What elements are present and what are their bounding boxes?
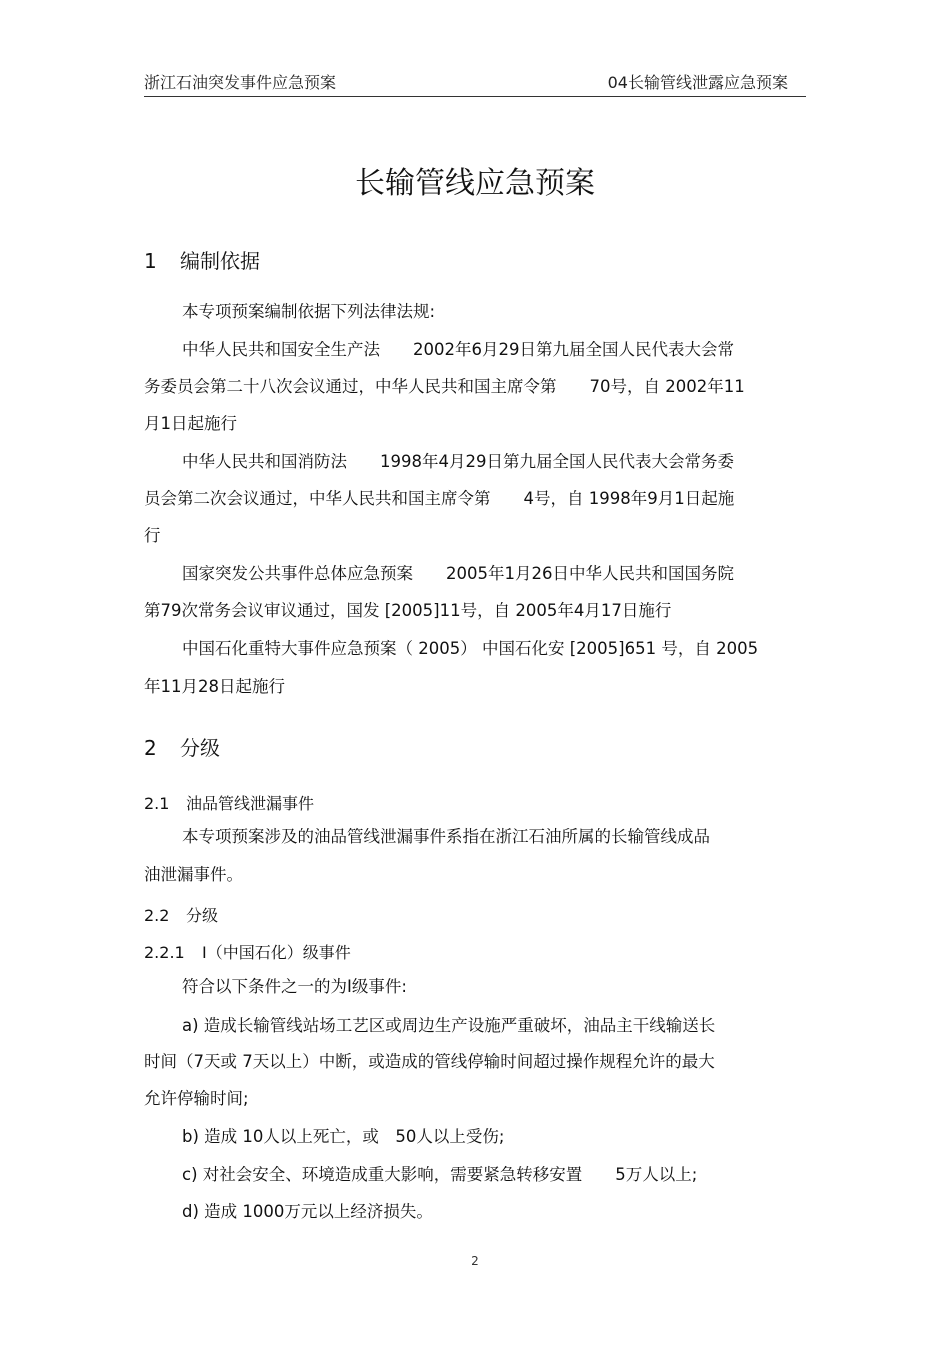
- subsection-title: 分级: [186, 906, 219, 925]
- paragraph-line: 油泄漏事件。: [144, 865, 243, 884]
- paragraph-line: 年11月28日起施行: [144, 677, 285, 696]
- paragraph-line: 中华人民共和国安全生产法 2002年6月29日第九届全国人民代表大会常: [182, 340, 734, 359]
- subsection-heading-2-2-1: [144, 940, 351, 963]
- section-heading-1: [144, 245, 260, 274]
- section-title: 分级: [180, 736, 220, 760]
- paragraph-line: 员会第二次会议通过，中华人民共和国主席令第 4号，自 1998年9月1日起施: [144, 489, 735, 508]
- paragraph-line: 中国石化重特大事件应急预案（ 2005） 中国石化安 [2005]651 号，自 2005: [182, 639, 759, 658]
- paragraph-line: 月1日起施行: [144, 414, 237, 433]
- section-number: 1: [144, 249, 157, 273]
- paragraph-line: 行: [144, 526, 161, 545]
- subsection-number: 2.2: [144, 906, 170, 925]
- list-item-a: a) 造成长输管线站场工艺区或周边生产设施严重破坏，油品主干线输送长: [182, 1016, 716, 1035]
- subsection-number: 2.1: [144, 794, 170, 813]
- paragraph-line: 本专项预案编制依据下列法律法规:: [182, 302, 436, 321]
- paragraph-line: 符合以下条件之一的为Ⅰ级事件:: [182, 977, 407, 996]
- subsection-heading-2-1: [144, 791, 314, 814]
- list-item-d: d) 造成 1000万元以上经济损失。: [182, 1202, 433, 1221]
- paragraph-line: 第79次常务会议审议通过，国发 [2005]11号，自 2005年4月17日施行: [144, 601, 672, 620]
- header-rule: [144, 96, 806, 97]
- paragraph-line: 中华人民共和国消防法 1998年4月29日第九届全国人民代表大会常务委: [182, 452, 734, 471]
- section-title: 编制依据: [180, 249, 260, 273]
- subsection-number: 2.2.1: [144, 943, 185, 962]
- page-number: 2: [471, 1254, 479, 1268]
- subsection-heading-2-2: [144, 903, 218, 926]
- document-title: 长输管线应急预案: [355, 166, 595, 201]
- list-item-a-continued: 时间（7天或 7天以上）中断，或造成的管线停输时间超过操作规程允许的最大: [144, 1052, 715, 1071]
- list-item-b: b) 造成 10人以上死亡，或 50人以上受伤;: [182, 1127, 505, 1146]
- paragraph-line: 本专项预案涉及的油品管线泄漏事件系指在浙江石油所属的长输管线成品: [182, 827, 710, 846]
- list-item-a-continued: 允许停输时间;: [144, 1089, 249, 1108]
- list-item-c: c) 对社会安全、环境造成重大影响，需要紧急转移安置 5万人以上;: [182, 1165, 698, 1184]
- running-header-left: 浙江石油突发事件应急预案: [144, 73, 337, 92]
- section-number: 2: [144, 736, 157, 760]
- subsection-title: 油品管线泄漏事件: [186, 794, 315, 813]
- subsection-title: Ⅰ（中国石化）级事件: [202, 943, 351, 962]
- paragraph-line: 务委员会第二十八次会议通过，中华人民共和国主席令第 70号，自 2002年11: [144, 377, 745, 396]
- paragraph-line: 国家突发公共事件总体应急预案 2005年1月26日中华人民共和国国务院: [182, 564, 734, 583]
- section-heading-2: [144, 732, 220, 761]
- running-header-right: 04长输管线泄露应急预案: [607, 73, 788, 92]
